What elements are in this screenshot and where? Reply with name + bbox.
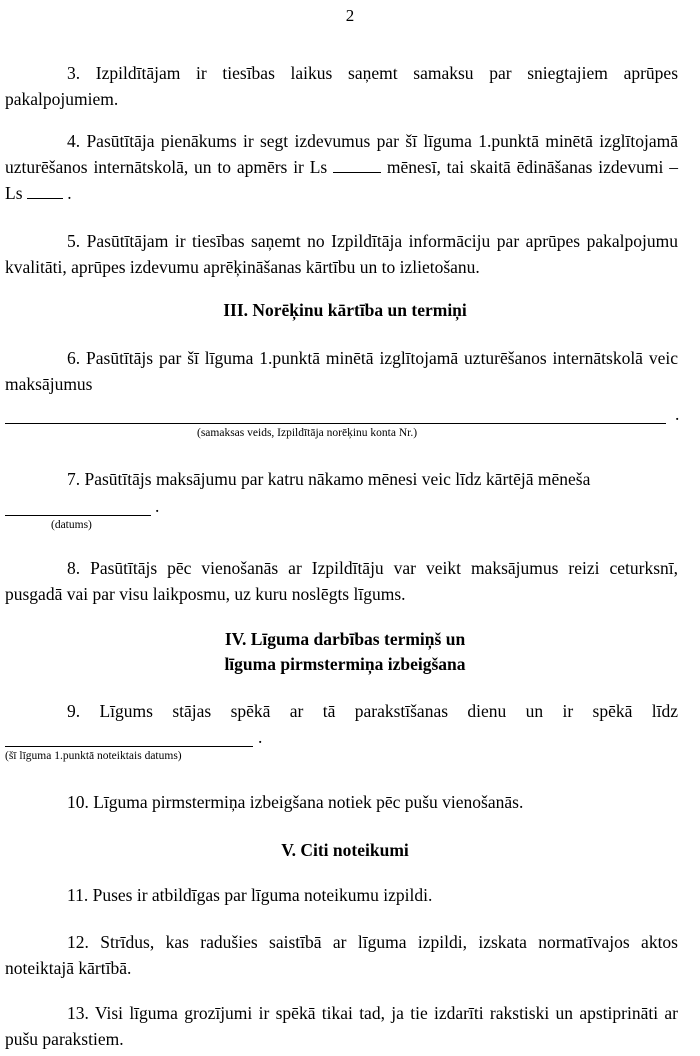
- clause-8: 8. Pasūtītājs pēc vienošanās ar Izpildītāju var veikt maksājumus reizi ceturksnī, pusgadā vai par visu laikposmu, uz kuru noslēgts līgums.: [5, 558, 678, 604]
- amount-monthly-blank: [333, 158, 381, 173]
- payment-method-note: (samaksas veids, Izpildītāja norēķinu konta Nr.): [197, 427, 418, 439]
- date-note: (datums): [51, 519, 92, 531]
- clause-4-text-b: mēnesī, tai skaitā ēdināšanas izdevumi – Ls: [5, 157, 678, 203]
- clause-11: 11. Puses ir atbildīgas par līguma noteikumu izpildi.: [67, 885, 433, 905]
- clause-3: 3. Izpildītājam ir tiesības laikus saņemt samaksu par sniegtajiem aprūpes pakalpojumiem.: [5, 63, 678, 109]
- clause-4: [5, 128, 678, 206]
- payment-method-line: [5, 423, 666, 424]
- end-date-note: (šī līguma 1.punktā noteiktais datums): [5, 750, 182, 762]
- date-line: [5, 515, 151, 516]
- section-4-title-line-1: IV. Līguma darbības termiņš un: [224, 629, 466, 649]
- clause-6-period: .: [675, 404, 680, 424]
- end-date-line: [5, 746, 253, 747]
- clause-7: 7. Pasūtītājs maksājumu par katru nākamo mēnesi veic līdz kārtējā mēneša: [67, 469, 591, 489]
- clause-10: 10. Līguma pirmstermiņa izbeigšana notiek pēc pušu vienošanās.: [67, 792, 524, 812]
- clause-13: 13. Visi līguma grozījumi ir spēkā tikai tad, ja tie izdarīti rakstiski un apstiprināti ar pušu parakstiem.: [5, 1003, 678, 1049]
- clause-4-text-c: .: [62, 183, 72, 203]
- section-3-title: III. Norēķinu kārtība un termiņi: [223, 300, 467, 320]
- clause-9-period: .: [258, 727, 263, 747]
- clause-7-period: .: [155, 496, 160, 516]
- page-number: 2: [345, 6, 355, 25]
- clause-9: 9. Līgums stājas spēkā ar tā parakstīšanas dienu un ir spēkā līdz: [67, 701, 678, 721]
- clause-6: 6. Pasūtītājs par šī līguma 1.punktā minētā izglītojamā uzturēšanos internātskolā veic maksājumus: [5, 348, 678, 394]
- clause-4-text-a: 4. Pasūtītāja pienākums ir segt izdevumus par šī līguma 1.punktā minētā izglītojamā uzturēšanos internātskolā, un to apmērs ir Ls: [5, 131, 678, 177]
- section-5-title: V. Citi noteikumi: [281, 840, 409, 860]
- clause-5: 5. Pasūtītājam ir tiesības saņemt no Izpildītāja informāciju par aprūpes pakalpojumu kvalitāti, aprūpes izdevumu aprēķināšanas kārtību un to izlietošanu.: [5, 231, 678, 277]
- section-4-title-line-2: līguma pirmstermiņa izbeigšana: [224, 654, 466, 674]
- amount-catering-blank: [27, 184, 63, 199]
- clause-12: 12. Strīdus, kas radušies saistībā ar līguma izpildi, izskata normatīvajos aktos noteiktajā kārtībā.: [5, 932, 678, 978]
